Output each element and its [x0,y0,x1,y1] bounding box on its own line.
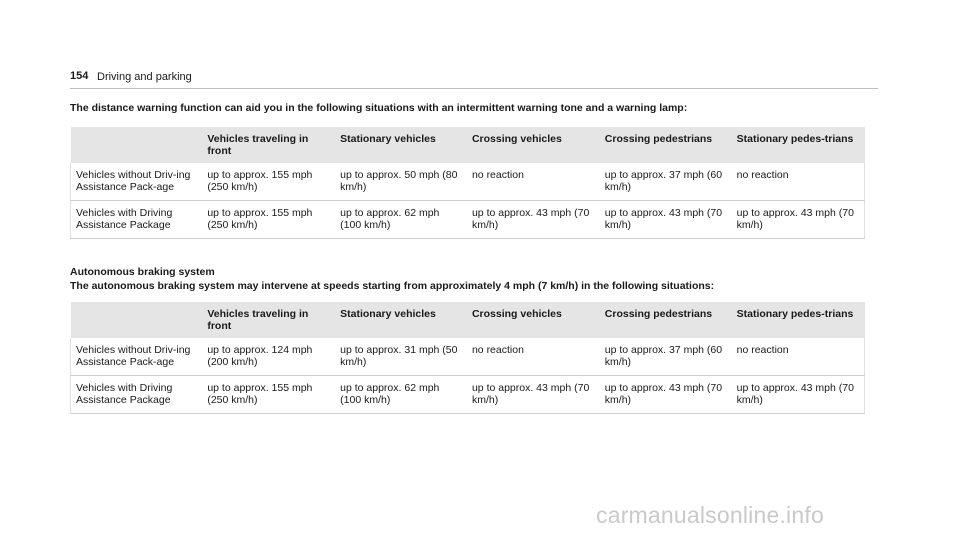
autonomous-braking-intro [70,265,714,293]
intro-distance-warning: The distance warning function can aid you in the following situations with an intermittent warning tone and a warning lamp: [70,102,688,114]
table-cell: no reaction [732,338,865,376]
table-cell: up to approx. 43 mph (70 km/h) [732,201,865,239]
header-cell: Vehicles traveling in front [202,302,335,338]
page-header [70,70,878,89]
header-cell: Stationary pedes-trians [732,302,865,338]
table-cell: Vehicles without Driv-ing Assistance Pack-age [71,163,203,201]
header-cell: Crossing vehicles [467,302,600,338]
autonomous-braking-table [70,302,865,414]
table-cell: up to approx. 43 mph (70 km/h) [600,201,732,239]
table-header-row [71,302,865,338]
table-cell: up to approx. 43 mph (70 km/h) [467,201,600,239]
table-cell: no reaction [467,338,600,376]
table-row [71,201,865,239]
table-cell: up to approx. 43 mph (70 km/h) [467,376,600,414]
table-cell: up to approx. 124 mph (200 km/h) [202,338,335,376]
header-cell: Vehicles traveling in front [202,127,335,163]
table-cell: up to approx. 50 mph (80 km/h) [335,163,467,201]
table-cell: no reaction [467,163,600,201]
header-cell: Stationary vehicles [335,127,467,163]
header-cell: Crossing pedestrians [600,302,732,338]
table-cell: up to approx. 62 mph (100 km/h) [335,376,467,414]
table-cell: Vehicles without Driv-ing Assistance Pack-age [71,338,203,376]
table-cell: up to approx. 43 mph (70 km/h) [600,376,732,414]
autonomous-braking-title: Autonomous braking system [70,266,215,278]
page-number: 154 [70,70,89,82]
header-cell: Crossing vehicles [467,127,600,163]
watermark: carmanualsonline.info [596,502,824,528]
table-row [71,376,865,414]
header-cell: Stationary pedes-trians [732,127,865,163]
section-title: Driving and parking [97,71,192,83]
table-cell: up to approx. 155 mph (250 km/h) [202,201,335,239]
table-cell: no reaction [732,163,865,201]
table-cell: up to approx. 37 mph (60 km/h) [600,163,732,201]
table-row [71,338,865,376]
table-cell: up to approx. 43 mph (70 km/h) [732,376,865,414]
header-cell: Crossing pedestrians [600,127,732,163]
table-cell: up to approx. 155 mph (250 km/h) [202,163,335,201]
header-cell [71,302,203,338]
table-cell: up to approx. 62 mph (100 km/h) [335,201,467,239]
table-header-row [71,127,865,163]
distance-warning-table [70,127,865,239]
table-row [71,163,865,201]
header-cell: Stationary vehicles [335,302,467,338]
header-cell [71,127,203,163]
table-cell: Vehicles with Driving Assistance Package [71,201,203,239]
table-cell: Vehicles with Driving Assistance Package [71,376,203,414]
table-cell: up to approx. 31 mph (50 km/h) [335,338,467,376]
autonomous-braking-text: The autonomous braking system may intervene at speeds starting from approximately 4 mph (7 km/h) in the following situations: [70,280,715,292]
table-cell: up to approx. 155 mph (250 km/h) [202,376,335,414]
table-cell: up to approx. 37 mph (60 km/h) [600,338,732,376]
